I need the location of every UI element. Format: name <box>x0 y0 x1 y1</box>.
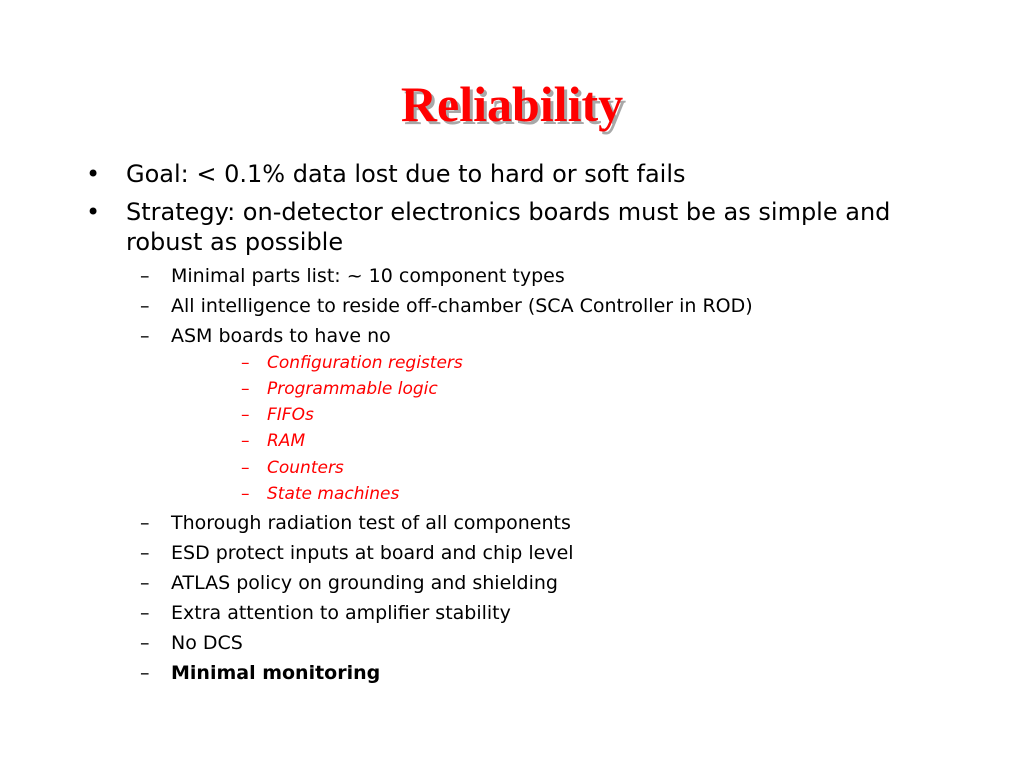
sub-item-text: No DCS <box>171 632 243 654</box>
dash-icon: – <box>140 295 150 317</box>
sub-item-text: All intelligence to reside off-chamber (SCA Controller in ROD) <box>171 295 753 317</box>
exclusion-text: Programmable logic <box>267 379 438 399</box>
bullet-text: Strategy: on-detector electronics boards must be as simple and robust as possible <box>126 198 891 256</box>
sub-item-text-emphasized: Minimal monitoring <box>171 662 381 684</box>
dash-icon: – <box>241 484 250 504</box>
exclusion-text: FIFOs <box>267 405 314 425</box>
dash-icon: – <box>140 572 150 594</box>
dash-icon: – <box>140 325 150 347</box>
bullet-text: Goal: < 0.1% data lost due to hard or soft fails <box>126 160 686 188</box>
dash-icon: – <box>241 431 250 451</box>
sub-item-text: ATLAS policy on grounding and shielding <box>171 572 558 594</box>
sub-item-text: Extra attention to amplifier stability <box>171 602 511 624</box>
bullet-dot-icon: • <box>86 160 101 188</box>
dash-icon: – <box>140 662 150 684</box>
dash-icon: – <box>140 512 150 534</box>
sub-item-text: ESD protect inputs at board and chip level <box>171 542 574 564</box>
dash-icon: – <box>140 265 150 287</box>
exclusion-text: RAM <box>267 431 306 451</box>
exclusion-text: Counters <box>267 458 344 478</box>
sub-item-text: ASM boards to have no <box>171 325 391 347</box>
dash-icon: – <box>140 602 150 624</box>
dash-icon: – <box>140 542 150 564</box>
exclusion-text: Configuration registers <box>267 353 463 373</box>
sub-item-text: Minimal parts list: ~ 10 component types <box>171 265 565 287</box>
dash-icon: – <box>140 632 150 654</box>
dash-icon: – <box>241 353 250 373</box>
dash-icon: – <box>241 379 250 399</box>
bullet-dot-icon: • <box>86 198 101 226</box>
dash-icon: – <box>241 405 250 425</box>
sub-item-text: Thorough radiation test of all components <box>171 512 571 534</box>
slide-title: Reliability <box>400 76 624 132</box>
dash-icon: – <box>241 458 250 478</box>
exclusion-text: State machines <box>267 484 400 504</box>
